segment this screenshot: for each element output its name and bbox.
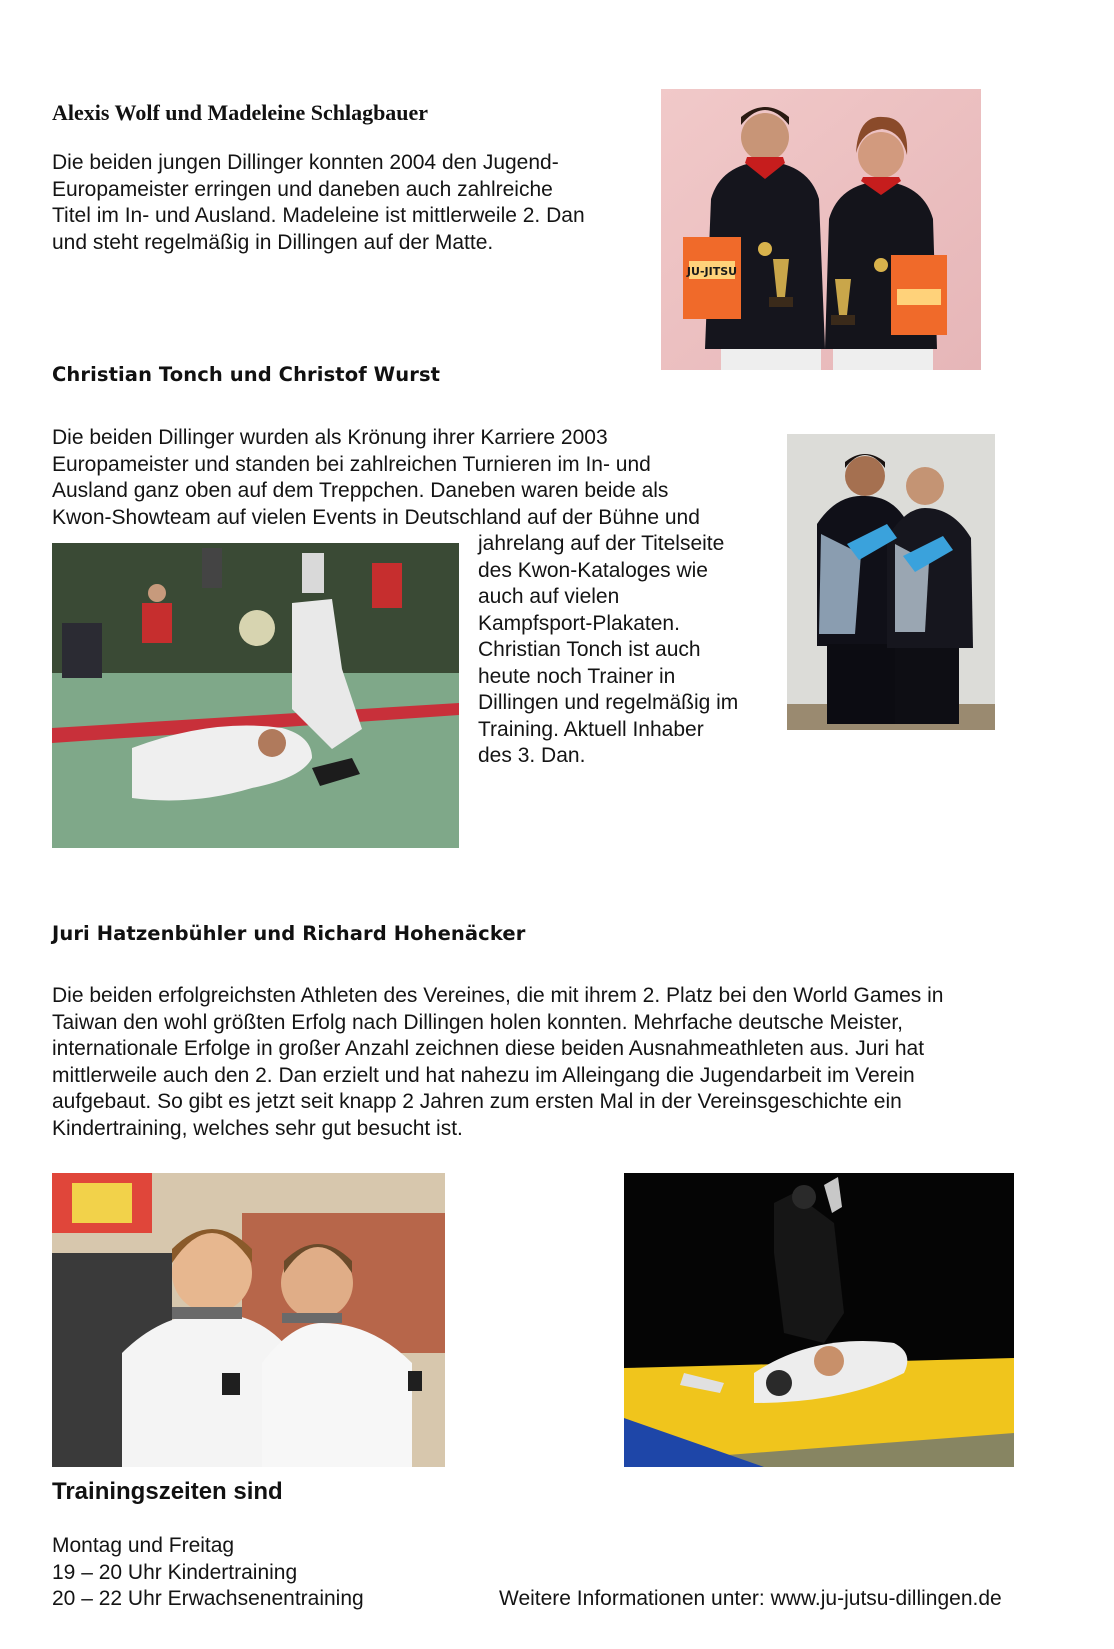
paragraph-line: Europameister und standen bei zahlreichen Turnieren im In- und xyxy=(52,452,651,476)
paragraph-line: Die beiden jungen Dillinger konnten 2004 den Jugend- xyxy=(52,151,559,174)
more-info-text: Weitere Informationen unter: www.ju-jutsu-dillingen.de xyxy=(499,1587,1002,1610)
photo-christian-christof xyxy=(787,434,995,730)
paragraph-line: Europameister erringen und daneben auch zahlreiche xyxy=(52,177,553,201)
section1-paragraph xyxy=(52,150,585,256)
section3-paragraph xyxy=(52,983,943,1142)
paragraph-line: Training. Aktuell Inhaber xyxy=(478,717,704,741)
paragraph-line: Dillingen und regelmäßig im xyxy=(478,691,739,714)
paragraph-line: auch auf vielen xyxy=(478,585,620,608)
paragraph-line: des Kwon-Kataloges wie xyxy=(478,558,708,582)
paragraph-line: Kampfsport-Plakaten. xyxy=(478,611,680,635)
paragraph-line: mittlerweile auch den 2. Dan erzielt und hat nahezu im Alleingang die Jugendarbeit im Verein xyxy=(52,1063,915,1087)
training-line: Montag und Freitag xyxy=(52,1534,235,1557)
section2-heading: Christian Tonch und Christof Wurst xyxy=(52,363,441,386)
paragraph-line: Die beiden Dillinger wurden als Krönung ihrer Karriere 2003 xyxy=(52,426,608,449)
paragraph-line: Christian Tonch ist auch xyxy=(478,638,701,661)
section1-heading: Alexis Wolf und Madeleine Schlagbauer xyxy=(52,100,429,125)
paragraph-line: Ausland ganz oben auf dem Treppchen. Daneben waren beide als xyxy=(52,479,669,502)
paragraph-line: Titel im In- und Ausland. Madeleine ist mittlerweile 2. Dan xyxy=(52,204,585,227)
paragraph-line: aufgebaut. So gibt es jetzt seit knapp 2 Jahren zum ersten Mal in der Vereinsgeschichte ein xyxy=(52,1090,902,1113)
paragraph-line: Taiwan den wohl größten Erfolg nach Dillingen holen konnten. Mehrfache deutsche Meister, xyxy=(52,1010,904,1034)
section2-paragraph-side xyxy=(478,531,738,770)
paragraph-line: Kindertraining, welches sehr gut besucht ist. xyxy=(52,1116,463,1140)
photo-throw-yellow-mat xyxy=(624,1173,1014,1467)
training-heading: Trainingszeiten sind xyxy=(52,1478,283,1505)
paragraph-line: heute noch Trainer in xyxy=(478,664,676,688)
training-line: 20 – 22 Uhr Erwachsenentraining xyxy=(52,1587,364,1610)
poster-text: JU-JITSU xyxy=(686,265,738,278)
training-times xyxy=(52,1533,364,1613)
photo-alexis-madeleine xyxy=(661,89,981,370)
photo-juri-richard-medals xyxy=(52,1173,445,1467)
training-line: 19 – 20 Uhr Kindertraining xyxy=(52,1560,298,1584)
section2-paragraph-top xyxy=(52,425,700,531)
paragraph-line: des 3. Dan. xyxy=(478,744,586,767)
paragraph-line: Kwon-Showteam auf vielen Events in Deutschland auf der Bühne und xyxy=(52,505,700,529)
paragraph-line: Die beiden erfolgreichsten Athleten des Vereines, die mit ihrem 2. Platz bei den World Games in xyxy=(52,984,944,1007)
photo-throw-competition xyxy=(52,543,459,848)
section3-heading: Juri Hatzenbühler und Richard Hohenäcker xyxy=(52,922,526,945)
paragraph-line: internationale Erfolge in großer Anzahl zeichnen diese beiden Ausnahmeathleten aus. Juri hat xyxy=(52,1037,925,1060)
paragraph-line: jahrelang auf der Titelseite xyxy=(478,532,725,555)
paragraph-line: und steht regelmäßig in Dillingen auf der Matte. xyxy=(52,230,494,254)
